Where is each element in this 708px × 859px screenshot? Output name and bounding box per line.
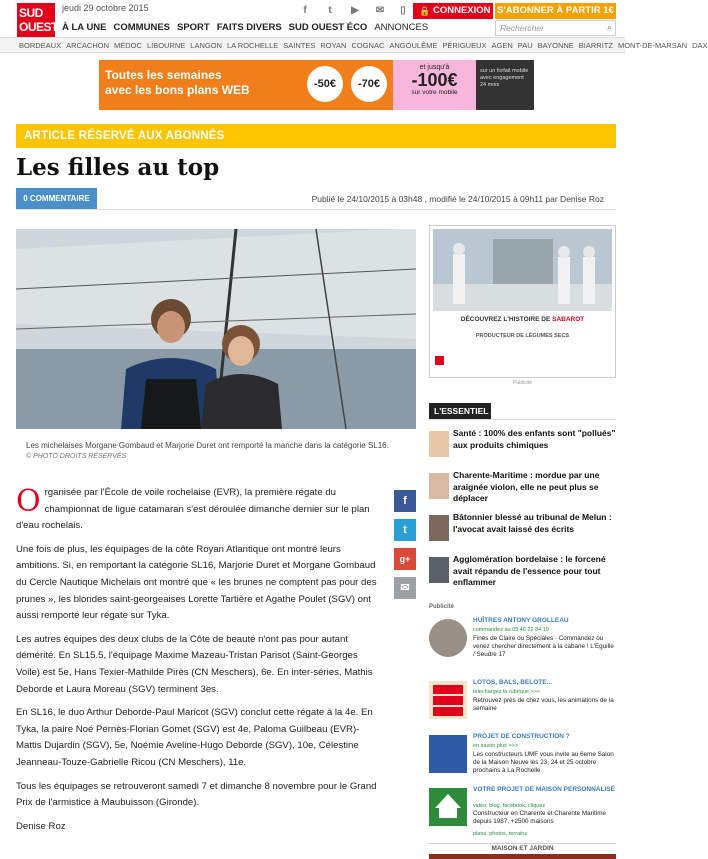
- sailing-photo: [16, 229, 416, 429]
- essentiel-item[interactable]: [429, 554, 616, 590]
- pub-item-sub[interactable]: commandez au 05 46 22 84 19: [473, 627, 549, 633]
- share-facebook-button[interactable]: f: [394, 490, 416, 512]
- city-link[interactable]: SAINTES: [283, 40, 316, 50]
- essentiel-title: L'ESSENTIEL: [429, 403, 491, 419]
- subscriber-banner: ARTICLE RÉSERVÉ AUX ABONNÉS: [16, 124, 616, 148]
- pub-item-title[interactable]: PROJET DE CONSTRUCTION ?: [473, 733, 570, 740]
- pub-item-title[interactable]: HUÎTRES ANTONY GROLLEAU: [473, 617, 569, 624]
- photo-credit: © PHOTO DROITS RÉSERVÉS: [26, 453, 127, 460]
- nav-item-une[interactable]: À LA UNE: [62, 22, 107, 33]
- search-placeholder: Rechercher: [500, 23, 544, 33]
- article-title: Les filles au top: [16, 154, 220, 181]
- connexion-label: CONNEXION: [433, 5, 491, 16]
- essentiel-item[interactable]: [429, 428, 616, 464]
- pub-item[interactable]: [429, 679, 616, 725]
- pub-item-sub[interactable]: vidéo, blog, facebook, cliquez: [473, 803, 546, 809]
- search-input[interactable]: [495, 20, 616, 36]
- factory-image: [433, 229, 612, 311]
- share-email-button[interactable]: ✉: [394, 577, 416, 599]
- article-photo[interactable]: [16, 229, 416, 429]
- essentiel-item-text[interactable]: Charente-Maritime : mordue par une araignée violon, elle ne peut plus se déplacer: [453, 470, 600, 503]
- essentiel-item-text[interactable]: Bâtonnier blessé au tribunal de Melun : l'avocat avait laissé des écrits: [453, 512, 612, 534]
- nav-item-sport[interactable]: SPORT: [177, 22, 210, 33]
- twitter-icon[interactable]: t: [328, 5, 332, 16]
- pub-item-desc: Les constructeurs UMF vous invite au 6eme Salon de la Maison Neuve les 23, 24 et 25 octobre prochains à La Rochelle: [473, 751, 614, 774]
- maison-tradition-logo: [429, 788, 467, 826]
- comments-button[interactable]: 0 COMMENTAIRE: [16, 188, 97, 209]
- drop-cap: O: [16, 484, 41, 519]
- city-link[interactable]: PÉRIGUEUX: [442, 40, 487, 50]
- city-link[interactable]: BAYONNE: [537, 40, 574, 50]
- maison-jardin-label: MAISON ET JARDIN: [491, 845, 554, 852]
- logo-line-2: OUEST: [19, 20, 58, 34]
- lead-text: rganisée par l'École de voile rochelaise (EVR), la première régate du championnat de ligue catamaran s'est déroulée dimanche dernier sur le plan d'eau rochelais.: [16, 487, 370, 532]
- lock-icon: 🔒: [419, 6, 431, 16]
- sidebar-ad-subline: PRODUCTEUR DE LÉGUMES SECS: [475, 333, 570, 339]
- sidebar-ad-headline: [430, 316, 615, 323]
- nav-item-faits-divers[interactable]: FAITS DIVERS: [216, 22, 282, 33]
- ad-promo-value: -100€: [411, 70, 458, 90]
- news-thumbnail: [429, 473, 449, 499]
- city-link[interactable]: LIBOURNE: [146, 40, 186, 50]
- mobile-icon[interactable]: ▯: [400, 5, 406, 16]
- essentiel-item-text[interactable]: Santé : 100% des enfants sont "pollués" aux produits chimiques: [453, 428, 616, 450]
- city-link[interactable]: MÉDOC: [114, 40, 142, 50]
- pub-item-title[interactable]: LOTOS, BALS, BELOTE...: [473, 679, 552, 686]
- city-link[interactable]: BORDEAUX: [19, 40, 62, 50]
- lead-paragraph: [16, 485, 380, 535]
- photo-caption: [26, 440, 416, 462]
- ad-line-1: Toutes les semaines: [105, 68, 222, 82]
- sidebar-ad-brand: SABAROT: [552, 316, 585, 323]
- search-icon[interactable]: ⌕: [606, 22, 612, 32]
- main-nav: [62, 22, 435, 33]
- essentiel-item[interactable]: [429, 512, 616, 548]
- pub-item-desc: Retrouvez près de chez vous, les animations de la semaine: [473, 697, 614, 712]
- pub-item-title[interactable]: VOTRE PROJET DE MAISON PERSONNALISÉ: [473, 786, 615, 793]
- sidebar-ad[interactable]: [429, 225, 616, 378]
- ad-promo-top: et jusqu'à: [419, 64, 450, 71]
- current-date: jeudi 29 octobre 2015: [62, 3, 149, 13]
- sidebar-ad-headline-prefix: DÉCOUVREZ L'HISTOIRE DE: [460, 316, 553, 323]
- body-paragraph: Tous les équipages se retrouveront samedi 7 et dimanche 8 novembre pour le Grand Prix de l'armistice à Maubuisson (Gironde).: [16, 780, 377, 809]
- essentiel-item[interactable]: [429, 470, 616, 506]
- pub-item-sub[interactable]: telechargez la rubrique >>>: [473, 689, 541, 695]
- lotos-image: [429, 681, 467, 719]
- logo-line-1: SUD: [19, 6, 43, 20]
- city-link[interactable]: LA ROCHELLE: [226, 40, 279, 50]
- discount-badge-50: -50€: [307, 66, 343, 102]
- ad-promo-bottom: sur votre mobile: [411, 89, 458, 96]
- pub-item-desc: Fines de Claire ou Spéciales · Commandez ou venez chercher directement à la cabane ! L'Eguille / Seudre 17: [473, 635, 614, 658]
- section-bar: [429, 854, 616, 859]
- share-twitter-button[interactable]: t: [394, 519, 416, 541]
- body-paragraph: Les autres équipes des deux clubs de la Côte de beauté n'ont pas pour autant démérité. En SL15.5, l'équipage Maxime Mazeau-Tristan Parisot (Saint-Georges Voile) est 5e, Hans Texier-Mathilde Pirès (CN Meschers), 6e. En inter-séries, Mathis Deborde et Laura Moreau (SGV) terminent 3es.: [16, 633, 373, 695]
- pub-item[interactable]: [429, 786, 616, 840]
- share-googleplus-button[interactable]: g+: [394, 548, 416, 570]
- ad-promo: [393, 60, 476, 110]
- essentiel-item-text[interactable]: Agglomération bordelaise : le forcené avait répandu de l'essence pour tout enflammer: [453, 554, 606, 587]
- city-link[interactable]: AGEN: [491, 40, 513, 50]
- newsletter-icon[interactable]: ✉: [375, 5, 385, 16]
- city-link[interactable]: PAU: [517, 40, 533, 50]
- city-link[interactable]: BIARRITZ: [578, 40, 613, 50]
- body-paragraph: En SL16, le duo Arthur Deborde-Paul Maricot (SGV) conclut cette régate à la 4e. En Tyka, la paire Noé Pernès-Florian Gomet (SGV) est 4e, Paloma Guilbeau (EVR)-Mattis Dujardin (SGV), 5e, Noémie Aveline-Hugo Deborde (SGV), 10e, Célestine Jeanneau-Touze-Gabrielle Ricou (CN Meschers), 11e.: [16, 707, 373, 768]
- city-nav: [0, 37, 708, 53]
- ad-banner[interactable]: [99, 60, 534, 110]
- pub-item-extra[interactable]: plans, photos, terrains: [473, 831, 528, 837]
- city-link[interactable]: ROYAN: [320, 40, 347, 50]
- publication-info: Publié le 24/10/2015 à 03h48 , modifié le 24/10/2015 à 09h11 par Denise Roz: [311, 194, 604, 204]
- body-paragraph: Une fois de plus, les équipages de la côte Royan Atlantique ont montré leurs ambitions. Si, en remportant la catégorie SL16, Marjorie Duret et Morgane Gombaud du Cercle Nautique Michelais ont montré que « les brunes ne comptent pas pour des prunes », les blondes saint-georgeaises Lorette Tartière et Agathe Poulet (SGV) ont aussi remporté leur régate sur Tyka.: [16, 543, 377, 622]
- sud-ouest-logo[interactable]: [17, 3, 58, 37]
- city-link[interactable]: DAX: [692, 40, 708, 50]
- nav-item-annonces[interactable]: ANNONCES: [374, 22, 429, 33]
- oyster-image: [429, 619, 467, 657]
- ad-label: Publicité: [513, 380, 532, 386]
- site-header: [0, 0, 708, 54]
- article-author: Denise Roz: [16, 820, 66, 832]
- article-body: [16, 485, 380, 842]
- divider: [429, 843, 616, 844]
- nav-item-eco[interactable]: SUD OUEST ÉCO: [288, 22, 368, 33]
- maison-neuve-image: [429, 735, 467, 773]
- city-link[interactable]: LANGON: [190, 40, 222, 50]
- ad-text: [105, 68, 250, 98]
- news-thumbnail: [429, 515, 449, 541]
- caption-text: Les michelaises Morgane Gombaud et Marjorie Duret ont remporté la manche dans la catégorie SL16.: [26, 441, 389, 450]
- pub-item[interactable]: [429, 733, 616, 779]
- news-thumbnail: [429, 431, 449, 457]
- pub-item-sub[interactable]: en savoir plus >>>: [473, 743, 519, 749]
- discount-badge-70: -70€: [351, 66, 387, 102]
- news-thumbnail: [429, 557, 449, 583]
- pub-item-desc: Constructeur en Charente et Charente Maritime depuis 1987, +2500 maisons: [473, 810, 606, 825]
- city-link[interactable]: ANGOULÊME: [389, 40, 438, 50]
- city-link[interactable]: ARCACHON: [66, 40, 110, 50]
- ad-fine-print: sur un forfait mobile avec engagement 24 mois: [476, 60, 534, 110]
- article-meta: [16, 188, 616, 210]
- brand-square-icon: [435, 356, 444, 365]
- city-link[interactable]: MONT-DE-MARSAN: [617, 40, 688, 50]
- connexion-button[interactable]: [413, 3, 493, 19]
- video-icon[interactable]: ▶: [351, 5, 359, 16]
- publicite-title: Publicité: [429, 604, 455, 610]
- divider: [429, 419, 616, 420]
- city-link[interactable]: COGNAC: [351, 40, 385, 50]
- subscribe-button[interactable]: S'ABONNER À PARTIR 1€: [495, 3, 616, 19]
- facebook-icon[interactable]: f: [303, 5, 307, 16]
- pub-item[interactable]: [429, 617, 616, 671]
- ad-line-2: avec les bons plans WEB: [105, 83, 250, 97]
- nav-item-communes[interactable]: COMMUNES: [113, 22, 170, 33]
